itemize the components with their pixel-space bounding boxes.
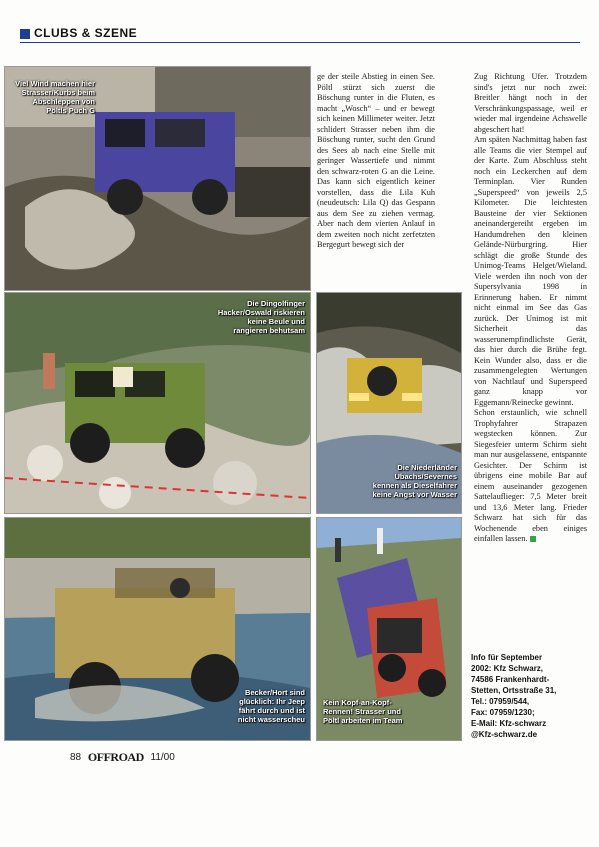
header-rule [20, 42, 580, 43]
section-header [20, 26, 580, 44]
info-line: Stetten, Ortsstraße 31, [471, 686, 557, 695]
paragraph [474, 408, 587, 545]
page-footer [70, 750, 190, 766]
caption-2: Die Dingolfinger Hacker/Oswald riskieren keine Beule und rangieren behutsam [217, 299, 305, 335]
caption-3: Die Niederländer Ubachs/Severnes kennen als Dieselfahrer keine Angst vor Wasser [372, 463, 457, 499]
paragraph: Zug Richtung Ufer. Trotzdem sind's jetzt nur noch zwei: Breitler hängt noch in der Verschränkungspassage, weil er wieder mal irgendeine Achswelle abgeschert hat! [474, 72, 587, 134]
photo-dingolfinger [4, 292, 311, 514]
caption-1: Viel Wind machen hier Strasser/Kurbs beim Abschleppen von Pöltls Puch G [15, 79, 95, 115]
caption-5: Kein Kopf-an-Kopf-Rennen! Strasser und Pöltl arbeiten im Team [323, 698, 403, 725]
end-mark-icon [530, 536, 536, 542]
photo-niederlaender [316, 292, 462, 514]
paragraph-text: Schon erstaunlich, wie schnell Trophyfahrer Strapazen wegstecken können. Zur Siegesfeier unterm Schirm sieht man nur ausgelassene, entspannte Gesichter. Der Schirm ist übrigens eine mobile Bar auf einem auseinander gezogenen Sattelauflieger: 7,5 Meter breit und 13,6 Meter lang. Frieder Schwarz hat sich für das Wochenende eben einiges einfallen lassen. [474, 408, 587, 543]
info-line: E-Mail: Kfz-schwarz [471, 719, 547, 728]
info-box [471, 652, 591, 740]
section-marker [20, 29, 30, 39]
info-line: 2002: Kfz Schwarz, [471, 664, 544, 673]
info-line: 74586 Frankenhardt- [471, 675, 550, 684]
info-line: Info für September [471, 653, 543, 662]
section-title: CLUBS & SZENE [34, 26, 138, 40]
paragraph: ge der steile Abstieg in einen See. Pöltl stürzt sich zuerst die Böschung runter in die Fluten, es macht „Wosch“ – und er bewegt sich keinen Millimeter weiter. Jetzt schlidert Strasser neben ihm die Böschung runter, sucht den Grund des Sees ab nach eine Stelle mit geringer Wassertiefe und nimmt den schwarz-roten G an die Leine. Das kann sich eigentlich keiner vorstellen, dass die Lila Kuh (neudeutsch: Lila Q) das Gespann aus dem See zu ziehen vermag. Aber nach dem vierten Anlauf in dem zweiten noch nicht zerfetzten Bergegurt bewegt sich der [317, 72, 435, 249]
info-line: Fax: 07959/1230; [471, 708, 535, 717]
info-line: Tel.: 07959/544, [471, 697, 530, 706]
page-number: 88 [70, 752, 82, 763]
text-column-2 [474, 72, 587, 545]
paragraph: Am späten Nachmittag haben fast alle Teams die vier Stempel auf der Karte. Zum Abschluss steht noch ein Leckerchen auf dem Terminplan. Vier Runden „Superspeed“ von jeweils 2,5 Kilometer. Die leichtesten Bausteine der vier Sektionen aneinandergereiht ergeben im Handumdrehen den kleinen Gelände-Nürburgring. Hier schlägt die große Stunde des Unimog-Teams Helget/Wieland. Viele werden ihn noch von der Supersylvania 1998 in Erinnerung haben. Er nimmt nicht einmal im See das Gas zurück. Der Unimog ist mit Sicherheit das wasserunempfindlichste Gerät, das hier durch die Brühe fegt. Kein Wunder also, dass er die zusammengelegten Wertungen von Nachtlauf und Superspeed ganz knapp vor Eggemann/Reinecke gewinnt. [474, 135, 587, 407]
photo-puch-g-towing [4, 66, 311, 291]
issue-number: 11/00 [150, 752, 175, 763]
text-column-1 [317, 72, 435, 251]
magazine-logo: OFFROAD [87, 750, 144, 764]
caption-4: Becker/Hort sind glücklich: Ihr Jeep fährt durch und ist nicht wasserscheu [237, 688, 305, 724]
photo-strasser-poeltl [316, 517, 462, 741]
photo-becker-hort [4, 517, 311, 741]
info-line: @Kfz-schwarz.de [471, 730, 538, 739]
